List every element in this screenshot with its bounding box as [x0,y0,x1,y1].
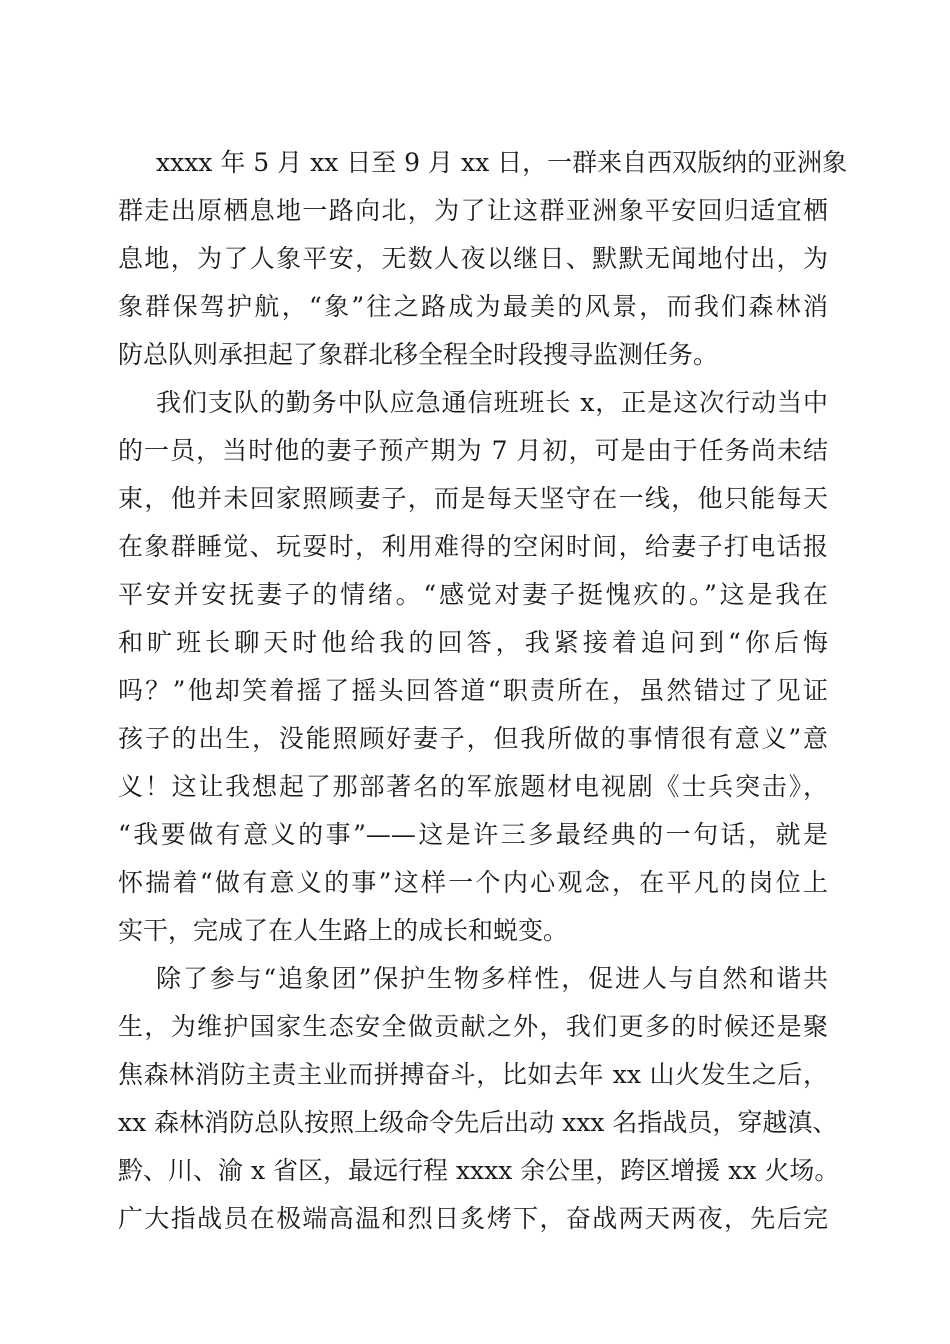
paragraph-3-line-2: 生，为维护国家生态安全做贡献之外，我们更多的时候还是聚 [118,1012,828,1041]
paragraph-1-line-5: 防总队则承担起了象群北移全程全时段搜寻监测任务。 [118,340,719,369]
paragraph-2-line-3: 束，他并未回家照顾妻子，而是每天坚守在一线，他只能每天 [118,484,828,513]
paragraph-2-line-9: 义！这让我想起了那部著名的军旅题材电视剧《士兵突击》， [118,772,828,801]
paragraph-2-line-11: 怀揣着“做有意义的事”这样一个内心观念，在平凡的岗位上 [118,868,828,897]
paragraph-1-line-4: 象群保驾护航，“象”往之路成为最美的风景，而我们森林消 [118,292,828,321]
paragraph-3-line-4: xx 森林消防总队按照上级命令先后出动 xxx 名指战员，穿越滇、 [118,1108,838,1137]
paragraph-2-line-1: 我们支队的勤务中队应急通信班班长 x，正是这次行动当中 [156,388,828,417]
paragraph-3-line-6: 广大指战员在极端高温和烈日炙烤下，奋战两天两夜，先后完 [118,1204,828,1233]
paragraph-2-line-8: 孩子的出生，没能照顾好妻子，但我所做的事情很有意义”意 [118,724,828,753]
paragraph-2-line-10: “我要做有意义的事”——这是许三多最经典的一句话，就是 [118,820,828,849]
paragraph-2-line-4: 在象群睡觉、玩耍时，利用难得的空闲时间，给妻子打电话报 [118,532,828,561]
paragraph-2-line-6: 和旷班长聊天时他给我的回答，我紧接着追问到“你后悔 [118,628,828,657]
paragraph-3-line-1: 除了参与“追象团”保护生物多样性，促进人与自然和谐共 [156,964,828,993]
paragraph-2-line-7: 吗？”他却笑着摇了摇头回答道“职责所在，虽然错过了见证 [118,676,828,705]
paragraph-2-line-2: 的一员，当时他的妻子预产期为 7 月初，可是由于任务尚未结 [118,436,828,465]
paragraph-2-line-5: 平安并安抚妻子的情绪。“感觉对妻子挺愧疚的。”这是我在 [118,580,828,609]
paragraph-2-line-12: 实干，完成了在人生路上的成长和蜕变。 [118,916,569,945]
paragraph-3-line-5: 黔、川、渝 x 省区，最远行程 xxxx 余公里，跨区增援 xx 火场。 [118,1156,840,1185]
paragraph-1-line-3: 息地，为了人象平安，无数人夜以继日、默默无闻地付出，为 [118,244,828,273]
paragraph-1-line-1: xxxx 年 5 月 xx 日至 9 月 xx 日，一群来自西双版纳的亚洲象 [156,148,848,177]
paragraph-1-line-2: 群走出原栖息地一路向北，为了让这群亚洲象平安回归适宜栖 [118,196,828,225]
paragraph-3-line-3: 焦森林消防主责主业而拼搏奋斗，比如去年 xx 山火发生之后， [118,1060,828,1089]
